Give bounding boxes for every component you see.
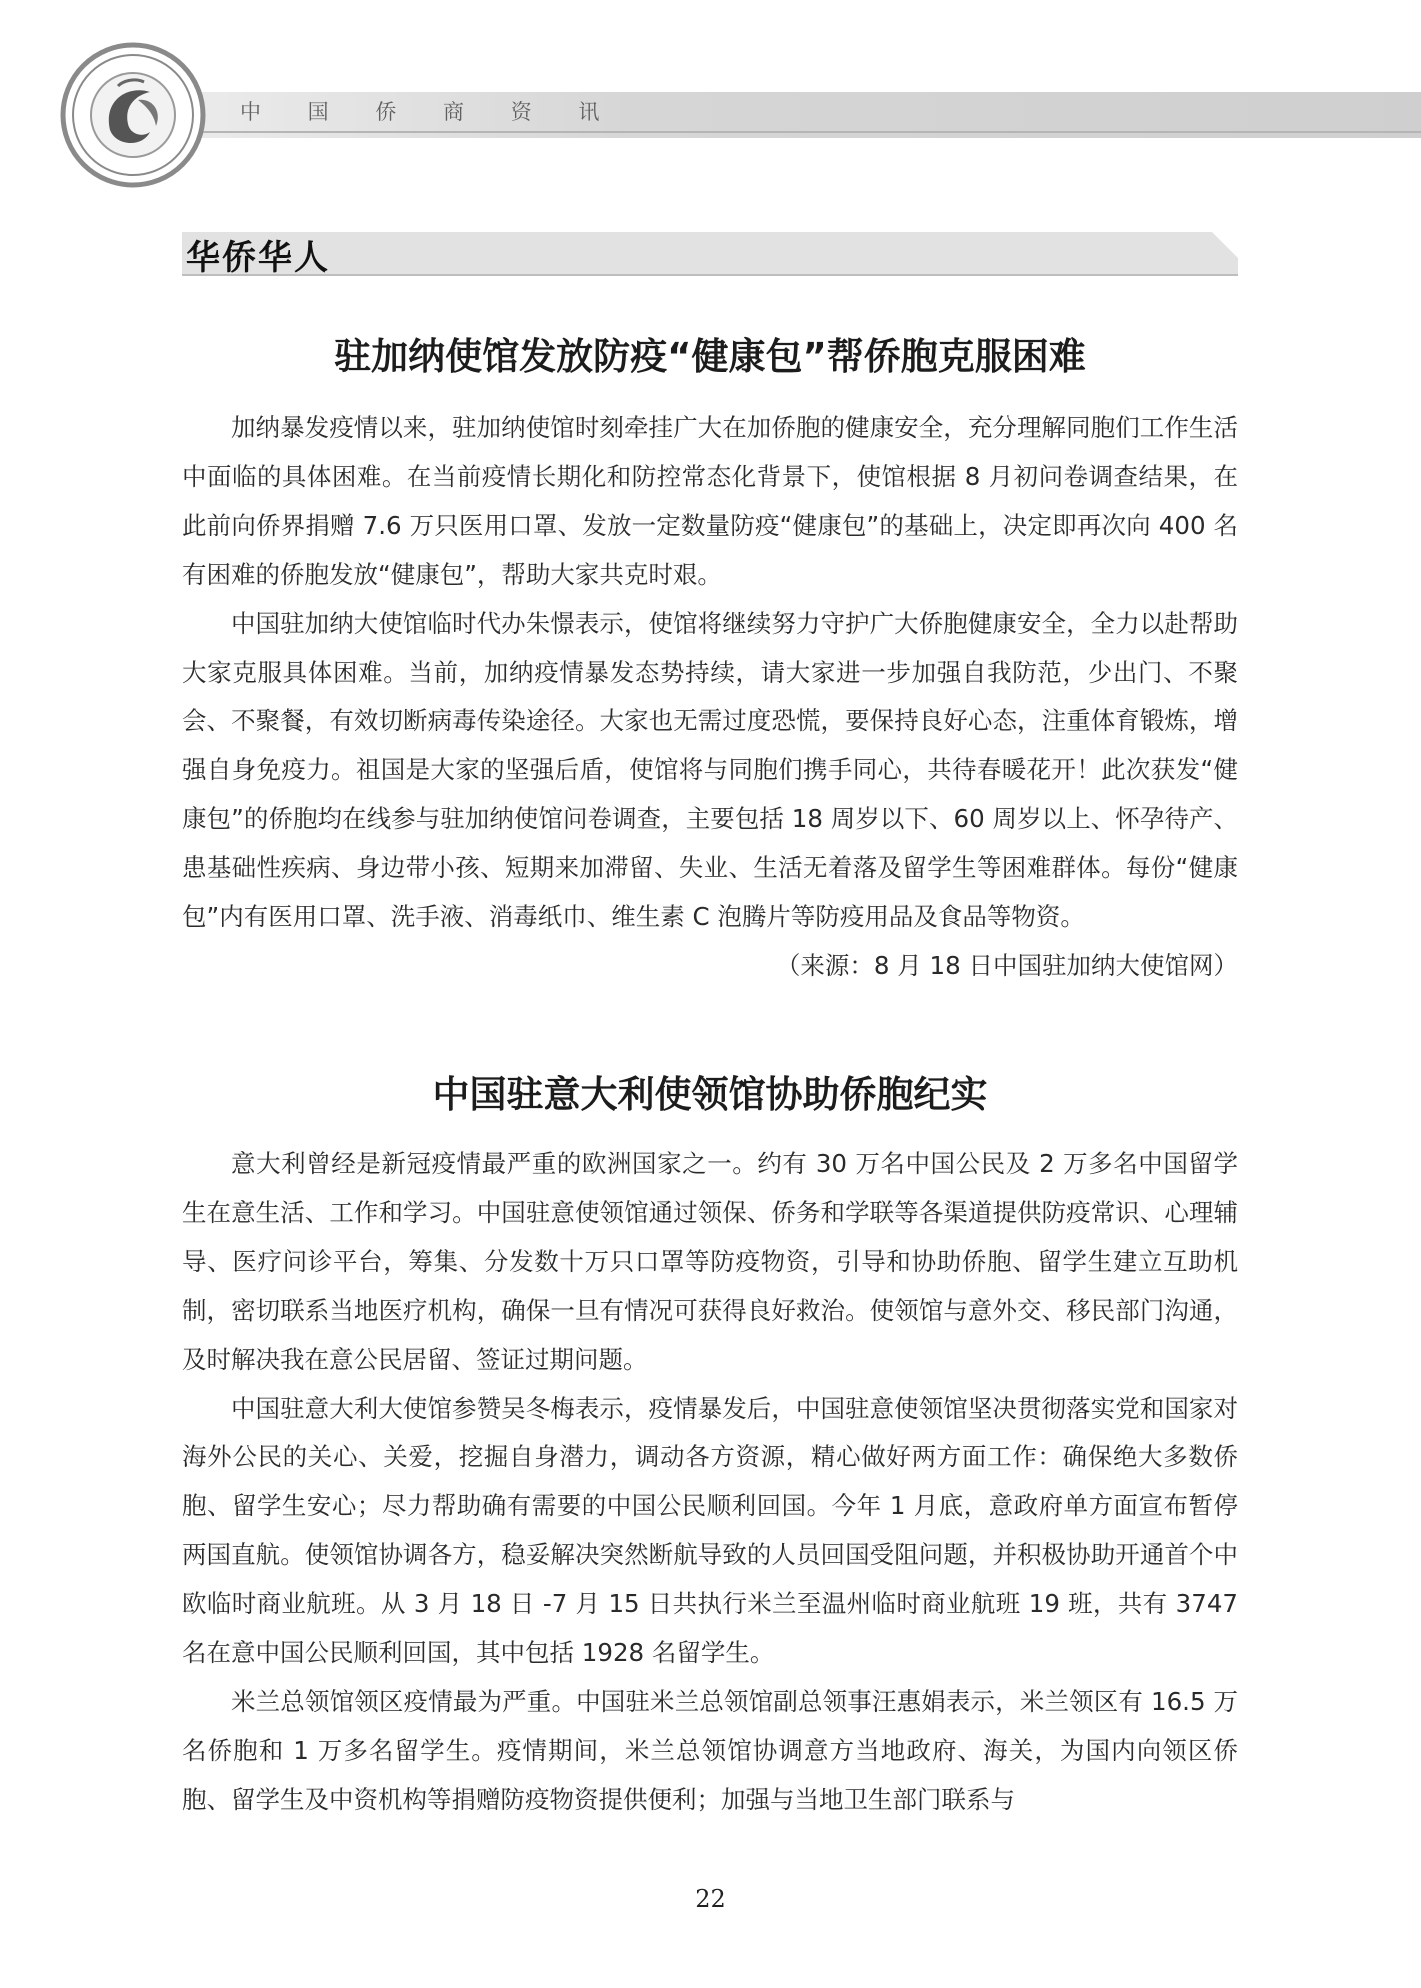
- paragraph-text: 中国驻加纳大使馆临时代办朱憬表示，使馆将继续努力守护广大侨胞健康安全，全力以赴帮助大家克服具体困难。当前，加纳疫情暴发态势持续，请大家进一步加强自我防范，少出门、不聚会、不聚餐，有效切断病毒传染途径。大家也无需过度恐慌，要保持良好心态，注重体育锻炼，增强自身免疫力。祖国是大家的坚强后盾，使馆将与同胞们携手同心，共待春暖花开！此次获发“健康包”的侨胞均在线参与驻加纳使馆问卷调查，主要包括 18 周岁以下、60 周岁以上、怀孕待产、患基础性疾病、身边带小孩、短期来加滞留、失业、生活无着落及留学生等困难群体。每份“健康包”内有医用口罩、洗手液、消毒纸巾、维生素 C 泡腾片等防疫用品及食品等物资。: [182, 608, 1238, 932]
- paragraph: 中国驻意大利大使馆参赞吴冬梅表示，疫情暴发后，中国驻意使领馆坚决贯彻落实党和国家对海外公民的关心、关爱，挖掘自身潜力，调动各方资源，精心做好两方面工作：确保绝大多数侨胞、留学生安心；尽力帮助确有需要的中国公民顺利回国。今年 1 月底，意政府单方面宣布暂停两国直航。使领馆协调各方，稳妥解决突然断航导致的人员回国受阻问题，并积极协助开通首个中欧临时商业航班。从 3 月 18 日 -7 月 15 日共执行米兰至温州临时商业航班 19 班，共有 3747 名在意中国公民顺利回国，其中包括 1928 名留学生。: [182, 1393, 1238, 1668]
- page-number: 22: [695, 1885, 726, 1913]
- article-source: （来源：8 月 18 日中国驻加纳大使馆网）: [775, 950, 1238, 980]
- federation-logo: [58, 40, 208, 190]
- article-body: [182, 1140, 1238, 1825]
- publication-title: 中 国 侨 商 资 讯: [240, 100, 620, 124]
- paragraph: [182, 600, 1238, 980]
- paragraph: 米兰总领馆领区疫情最为严重。中国驻米兰总领馆副总领事汪惠娟表示，米兰领区有 16.5 万名侨胞和 1 万多名留学生。疫情期间，米兰总领馆协调意方当地政府、海关，为国内向领区侨胞、留学生及中资机构等捐赠防疫物资提供便利；加强与当地卫生部门联系与: [182, 1686, 1238, 1814]
- article-title: 驻加纳使馆发放防疫“健康包”帮侨胞克服困难: [334, 335, 1086, 378]
- section-title: 华侨华人: [186, 238, 330, 278]
- paragraph: 加纳暴发疫情以来，驻加纳使馆时刻牵挂广大在加侨胞的健康安全，充分理解同胞们工作生活中面临的具体困难。在当前疫情长期化和防控常态化背景下，使馆根据 8 月初问卷调查结果，在此前向侨界捐赠 7.6 万只医用口罩、发放一定数量防疫“健康包”的基础上，决定即再次向 400 名有困难的侨胞发放“健康包”，帮助大家共克时艰。: [182, 413, 1238, 589]
- paragraph: 意大利曾经是新冠疫情最严重的欧洲国家之一。约有 30 万名中国公民及 2 万多名中国留学生在意生活、工作和学习。中国驻意使领馆通过领保、侨务和学联等各渠道提供防疫常识、心理辅导、医疗问诊平台，筹集、分发数十万只口罩等防疫物资，引导和协助侨胞、留学生建立互助机制，密切联系当地医疗机构，确保一旦有情况可获得良好救治。使领馆与意外交、移民部门沟通，及时解决我在意公民居留、签证过期问题。: [182, 1149, 1238, 1374]
- article-body: [182, 404, 1238, 991]
- article-title: 中国驻意大利使领馆协助侨胞纪实: [432, 1073, 988, 1116]
- section-bar: [182, 232, 1238, 276]
